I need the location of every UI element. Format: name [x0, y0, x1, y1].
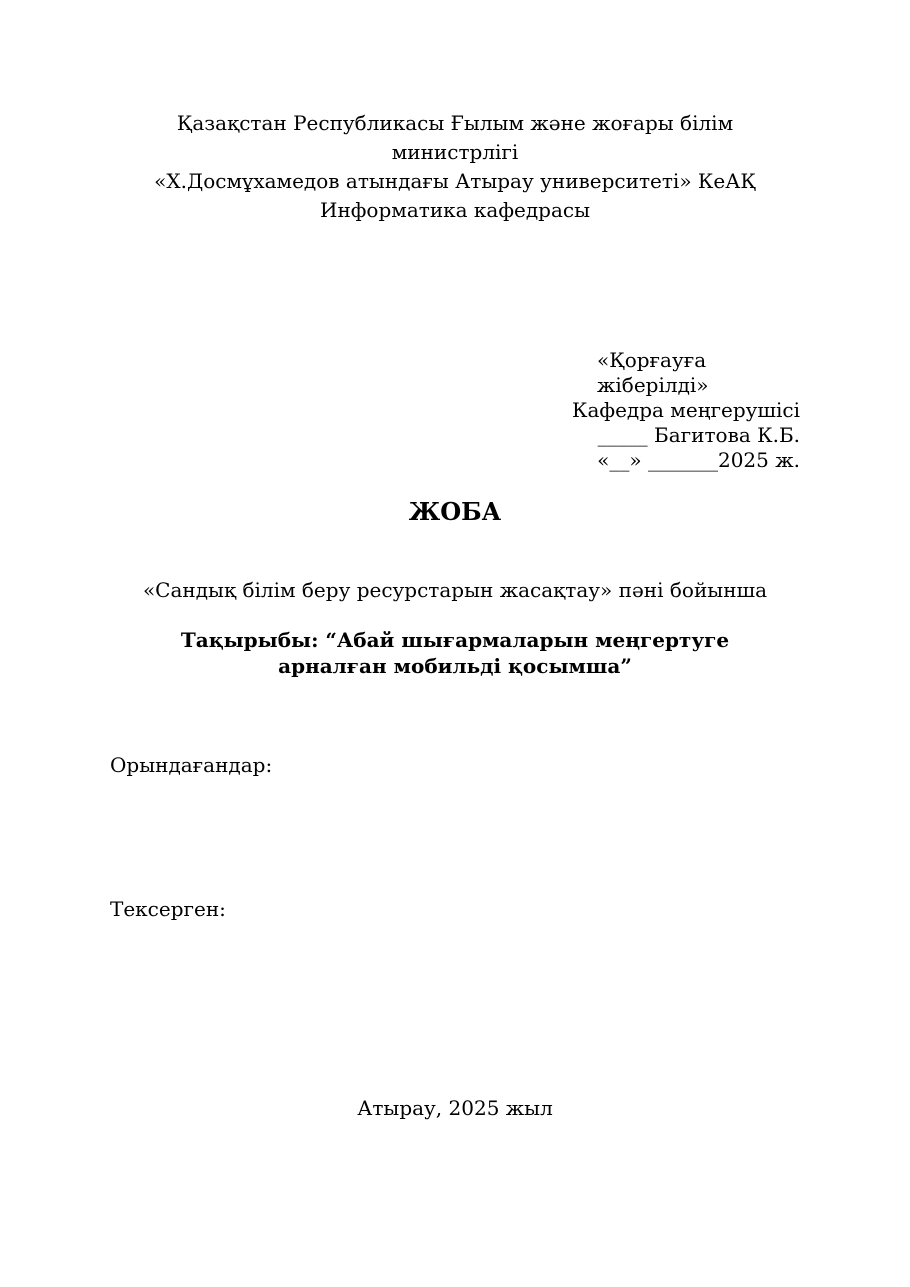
performed-by-label: Орындағандар: — [110, 753, 273, 777]
city-year-footer: Атырау, 2025 жыл — [357, 1096, 553, 1120]
head-of-department-label: Кафедра меңгерушісі — [572, 398, 800, 422]
approval-date: «__» _______2025 ж. — [597, 448, 800, 472]
ministry-line-2: министрлігі — [391, 140, 519, 164]
approval-title-line-2: жіберілді» — [597, 373, 709, 397]
document-type-title: ЖОБА — [408, 497, 502, 526]
institution-header — [110, 109, 800, 225]
head-of-department-signature: _____ Багитова К.Б. — [597, 423, 800, 447]
department-name: Информатика кафедрасы — [320, 198, 590, 222]
ministry-line-1: Қазақстан Республикасы Ғылым және жоғары білім — [176, 111, 734, 135]
checked-by-label: Тексерген: — [110, 897, 226, 921]
approval-title-line-1: «Қорғауға — [597, 348, 707, 372]
university-name: «Х.Досмұхамедов атындағы Атырау университеті» КеАҚ — [154, 169, 756, 193]
project-topic-line-1: Тақырыбы: “Абай шығармаларын меңгертуге — [180, 628, 730, 652]
project-topic — [110, 627, 800, 679]
course-subject: «Сандық білім беру ресурстарын жасақтау» пәні бойынша — [142, 578, 768, 602]
approval-block — [520, 348, 800, 473]
project-topic-line-2: арналған мобильді қосымша” — [278, 654, 632, 678]
